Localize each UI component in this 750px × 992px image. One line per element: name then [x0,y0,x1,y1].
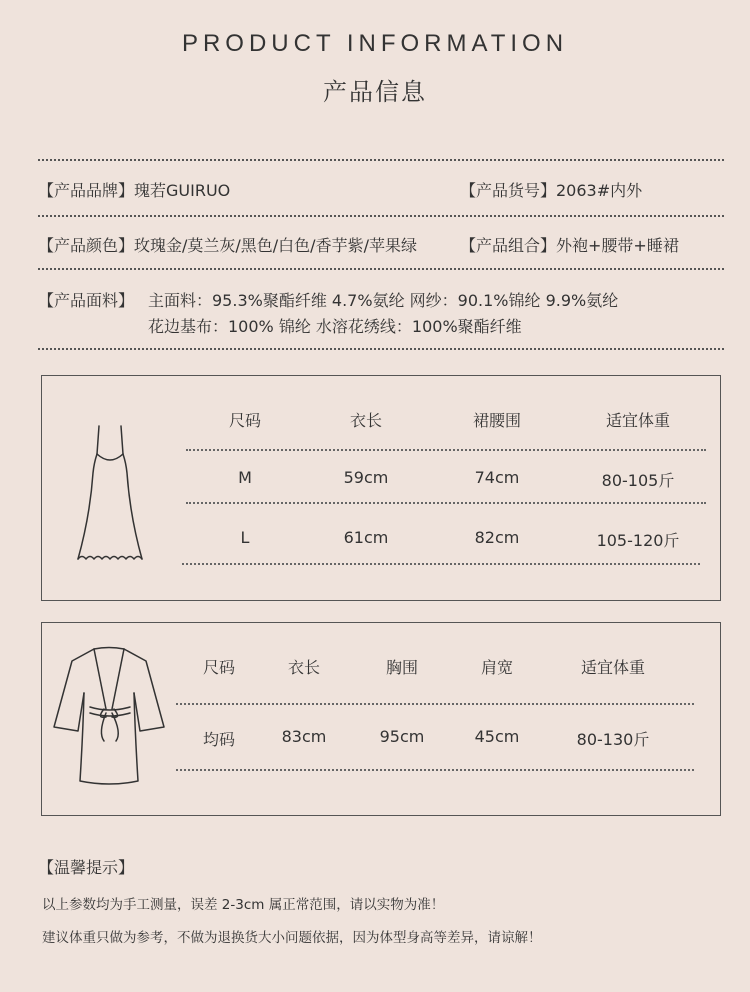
divider [38,268,724,270]
colors-info: 【产品颜色】玫瑰金/莫兰灰/黑色/白色/香芋紫/苹果绿 [38,236,417,255]
fabric-line-1: 主面料：95.3%聚酯纤维 4.7%氨纶 网纱：90.1%锦纶 9.9%氨纶 [148,291,619,310]
table-cell: L [240,528,250,547]
table-header: 适宜体重 [580,658,646,677]
table-divider [186,449,706,451]
table-divider [176,769,694,771]
table-cell: 均码 [202,730,236,749]
tip-line-1: 以上参数均为手工测量，误差 2-3cm 属正常范围，请以实物为准！ [42,897,445,913]
divider [38,159,724,161]
table-divider [186,502,706,504]
table-cell: 82cm [474,528,520,547]
table-header: 衣长 [287,658,321,677]
table-cell: 45cm [474,727,520,746]
table-cell: 80-105斤 [601,471,675,490]
table-header: 肩宽 [480,658,514,677]
combo-info: 【产品组合】外袍+腰带+睡裙 [460,236,679,255]
divider [38,215,724,217]
table-cell: 105-120斤 [596,531,680,550]
fabric-label: 【产品面料】 [38,291,135,310]
table-divider [176,703,694,705]
brand-info: 【产品品牌】瑰若GUIRUO [38,181,231,200]
table-header: 胸围 [385,658,419,677]
table-cell: 80-130斤 [576,730,650,749]
table-cell: 59cm [343,468,389,487]
table-cell: 83cm [281,727,327,746]
table-cell: 61cm [343,528,389,547]
table-cell: 74cm [474,468,520,487]
table-cell: 95cm [379,727,425,746]
table-header: 尺码 [228,411,262,430]
slip-dress-icon [70,421,150,566]
table-header: 尺码 [202,658,236,677]
tip-line-2: 建议体重只做为参考，不做为退换货大小问题依据，因为体型身高等差异，请谅解！ [42,930,542,946]
table-cell: M [238,468,252,487]
table-divider [182,563,700,565]
item-number-info: 【产品货号】2063#内外 [460,181,643,200]
fabric-line-2: 花边基布：100% 锦纶 水溶花绣线：100%聚酯纤维 [148,317,522,336]
robe-size-panel [41,622,721,816]
table-header: 裙腰围 [472,411,522,430]
page-title-en: PRODUCT INFORMATION [181,30,569,57]
robe-icon [50,643,168,791]
table-header: 衣长 [349,411,383,430]
page-title-cn: 产品信息 [323,78,427,106]
table-header: 适宜体重 [605,411,671,430]
divider [38,348,724,350]
tips-title: 【温馨提示】 [38,858,135,877]
